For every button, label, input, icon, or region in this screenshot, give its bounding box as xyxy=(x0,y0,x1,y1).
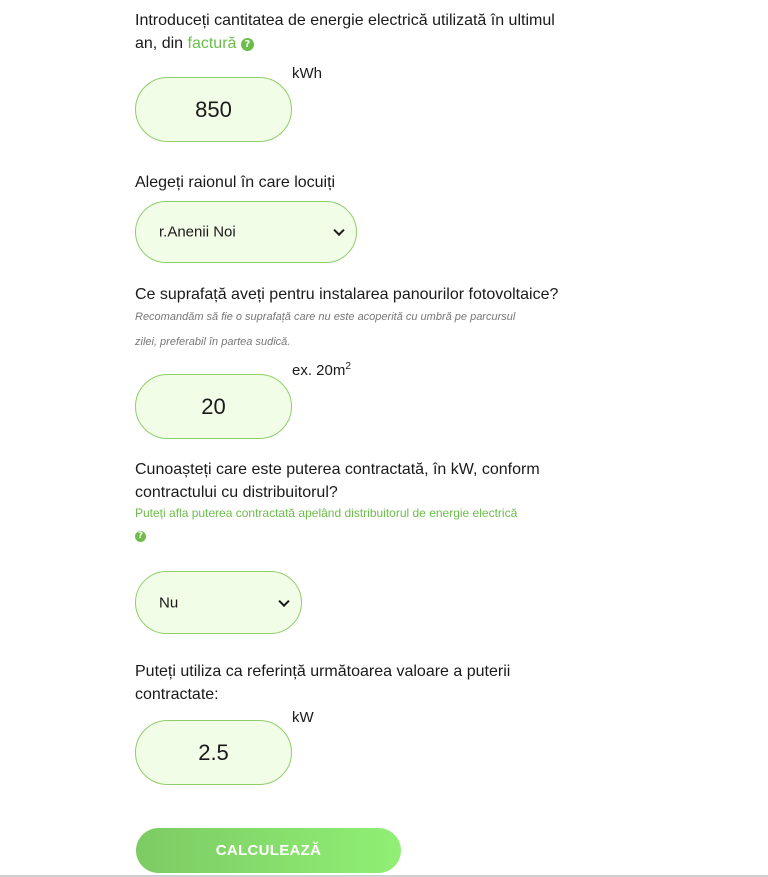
reference-unit: kW xyxy=(292,709,314,726)
area-note-line2: zilei, preferabil în partea sudică. xyxy=(135,336,291,348)
reference-question xyxy=(135,660,605,706)
energy-unit: kWh xyxy=(292,65,322,82)
area-unit-sup: 2 xyxy=(345,361,351,372)
power-help xyxy=(135,526,146,544)
area-unit xyxy=(292,361,351,379)
area-question: Ce suprafață aveți pentru instalarea panourilor fotovoltaice? xyxy=(135,286,559,303)
area-unit-prefix: ex. 20m xyxy=(292,362,346,379)
energy-question-text: Introduceți cantitatea de energie electrică utilizată în ultimul xyxy=(135,12,555,29)
area-note xyxy=(135,305,515,355)
help-icon[interactable]: ? xyxy=(241,38,254,51)
reference-question-line1: Puteți utiliza ca referință următoarea valoare a puterii xyxy=(135,663,511,680)
area-note-line1: Recomandăm să fie o suprafață care nu este acoperită cu umbră pe parcursul xyxy=(135,311,516,323)
area-input[interactable] xyxy=(135,374,292,439)
chevron-down-icon xyxy=(333,225,344,236)
help-icon[interactable]: ? xyxy=(135,531,146,542)
invoice-link[interactable]: factură xyxy=(187,35,237,52)
power-question-line2: contractului cu distribuitorul? xyxy=(135,484,338,501)
district-selected-value: r.Anenii Noi xyxy=(159,223,236,241)
reference-input[interactable] xyxy=(135,720,292,785)
power-question xyxy=(135,458,605,504)
district-question: Alegeți raionul în care locuiți xyxy=(135,174,336,191)
district-select[interactable] xyxy=(135,201,357,263)
calculate-button[interactable]: CALCULEAZĂ xyxy=(136,828,401,873)
power-select[interactable] xyxy=(135,571,302,634)
energy-question xyxy=(135,9,605,55)
power-question-line1: Cunoașteți care este puterea contractată, în kW, conform xyxy=(135,461,540,478)
energy-question-line2: an, din xyxy=(135,35,184,52)
power-hint: Puteți afla puterea contractată apelând distribuitorul de energie electrică xyxy=(135,506,518,520)
energy-input[interactable] xyxy=(135,77,292,142)
chevron-down-icon xyxy=(278,595,289,606)
power-selected-value: Nu xyxy=(159,594,179,611)
reference-question-line2: contractate: xyxy=(135,686,219,703)
